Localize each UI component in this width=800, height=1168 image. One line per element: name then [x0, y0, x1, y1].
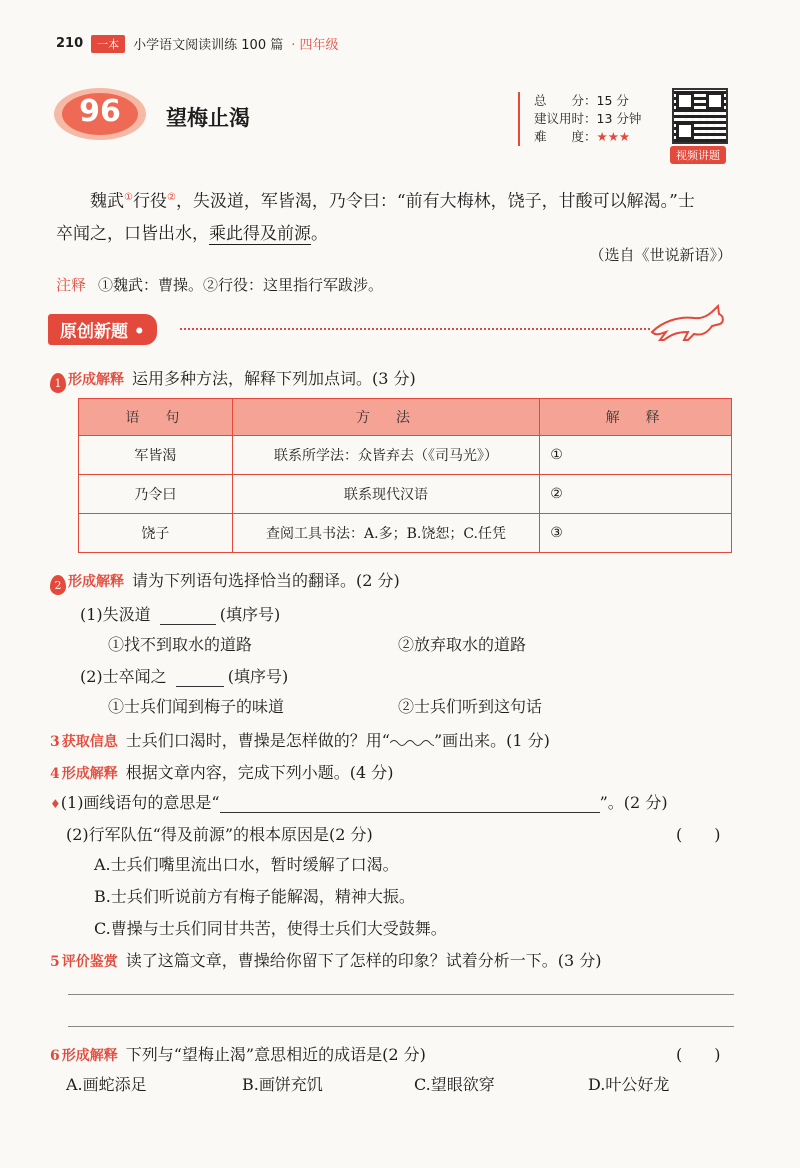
- footnote-mark: ②: [166, 192, 176, 203]
- answer-cell[interactable]: ②: [540, 475, 732, 514]
- question-4: [50, 760, 394, 783]
- fill-hint: (填序号): [227, 667, 289, 686]
- question-text: 下列与“望梅止渴”意思相近的成语是(2 分): [125, 1045, 426, 1064]
- option-c: C.望眼欲穿: [414, 1075, 495, 1094]
- method-cell: 查阅工具书法：A.多；B.饶恕；C.任凭: [232, 514, 539, 553]
- difficulty-label: 难 度：: [534, 129, 597, 144]
- sub-question-text: (1)画线语句的意思是“: [60, 793, 220, 812]
- passage-text: ，失汲道，军皆渴，乃令曰：“前有大梅林，饶子，甘酸可以解渴。”士: [175, 191, 695, 212]
- lesson-title: 望梅止渴: [166, 105, 250, 130]
- answer-line[interactable]: [68, 994, 734, 995]
- wavy-line-icon: [390, 738, 434, 748]
- answer-blank[interactable]: [176, 667, 224, 687]
- question-text-end: ”画出来。(1 分): [433, 731, 550, 750]
- column-header: 语 句: [79, 399, 233, 436]
- sub-question-2-1: [80, 602, 280, 625]
- question-tag: 获取信息: [61, 734, 118, 750]
- dotted-divider: [180, 328, 650, 330]
- book-title: 小学语文阅读训练 100 篇: [133, 38, 284, 53]
- table-header-row: [79, 399, 732, 436]
- question-text: 请为下列语句选择恰当的翻译。(2 分): [132, 571, 400, 590]
- answer-paren[interactable]: ( ): [676, 1045, 721, 1064]
- answer-paren[interactable]: ( ): [676, 825, 721, 844]
- question-number: 6: [50, 1048, 60, 1064]
- passage: [56, 182, 746, 250]
- passage-text: 。: [311, 223, 328, 244]
- passage-text: 行役: [132, 191, 167, 212]
- question-tag: 形成解释: [68, 574, 124, 590]
- column-header: 方 法: [232, 399, 539, 436]
- option: ①士兵们闻到梅子的味道: [108, 697, 285, 716]
- lesson-number: 96: [79, 94, 121, 129]
- option: ①找不到取水的道路: [108, 635, 253, 654]
- suggested-time: 建议用时：13 分钟: [534, 111, 642, 126]
- brand-badge: 一本: [91, 35, 125, 53]
- flame-number-icon: 2: [50, 575, 66, 595]
- section-banner: 原创新题 •: [48, 314, 157, 345]
- page-number: 210: [56, 36, 84, 51]
- question-text: 读了这篇文章，曹操给你留下了怎样的印象？试着分析一下。(3 分): [125, 951, 602, 970]
- annotation: [56, 274, 383, 295]
- option-a: A.画蛇添足: [66, 1075, 147, 1094]
- answer-blank[interactable]: [160, 605, 216, 625]
- difficulty: [534, 128, 682, 146]
- question-tag: 形成解释: [68, 372, 124, 388]
- cat-icon: [648, 302, 728, 342]
- lesson-number-badge: [54, 88, 146, 140]
- question-3: [50, 728, 550, 751]
- phrase-cell: 军皆渴: [79, 436, 233, 475]
- passage-text: 卒闻之，口皆出水，: [56, 223, 209, 244]
- question-text: 运用多种方法，解释下列加点词。(3 分): [132, 369, 416, 388]
- sub-question-4-1: [50, 790, 668, 813]
- page-header: [56, 34, 338, 53]
- option-c: C.曹操与士兵们同甘共苦，使得士兵们大受鼓舞。: [94, 919, 447, 938]
- question-1: [50, 366, 416, 393]
- question-number: 5: [50, 954, 60, 970]
- method-cell: 联系所学法：众皆弃去（《司马光》）: [232, 436, 539, 475]
- table-row: [79, 475, 732, 514]
- phrase-cell: 饶子: [79, 514, 233, 553]
- method-cell: 联系现代汉语: [232, 475, 539, 514]
- underlined-sentence: 乘此得及前源: [209, 223, 311, 244]
- info-box: [518, 92, 682, 146]
- question-5: [50, 948, 602, 971]
- option: ②士兵们听到这句话: [398, 697, 543, 716]
- sub-question-text: (2)士卒闻之: [80, 667, 167, 686]
- option-a: A.士兵们嘴里流出口水，暂时缓解了口渴。: [94, 855, 399, 874]
- question-6: [50, 1042, 426, 1065]
- footnote-mark: ①: [124, 192, 133, 203]
- video-explain-label[interactable]: 视频讲题: [670, 146, 726, 164]
- question-number: 3: [50, 734, 60, 750]
- option-b: B.士兵们听说前方有梅子能解渴，精神大振。: [94, 887, 415, 906]
- difficulty-stars: ★★★: [596, 129, 631, 144]
- qr-code[interactable]: [672, 88, 728, 144]
- question-text: 根据文章内容，完成下列小题。(4 分): [125, 763, 394, 782]
- question-tag: 评价鉴赏: [61, 954, 118, 970]
- fill-hint: (填序号): [219, 605, 281, 624]
- passage-text: 魏武: [90, 191, 124, 212]
- flame-number-icon: 1: [50, 373, 66, 393]
- option-d: D.叶公好龙: [588, 1075, 670, 1094]
- total-score: 总 分：15 分: [534, 93, 629, 108]
- option-b: B.画饼充饥: [242, 1075, 323, 1094]
- phrase-cell: 乃令曰: [79, 475, 233, 514]
- question-text: 士兵们口渴时，曹操是怎样做的？用“: [125, 731, 390, 750]
- annotation-text: ①魏武：曹操。②行役：这里指行军跋涉。: [98, 276, 384, 294]
- method-table: [78, 398, 732, 553]
- sub-question-text: (1)失汲道: [80, 605, 151, 624]
- question-tag: 形成解释: [61, 1048, 118, 1064]
- answer-cell[interactable]: ③: [540, 514, 732, 553]
- table-row: [79, 436, 732, 475]
- option: ②放弃取水的道路: [398, 635, 527, 654]
- sub-question-2-2: [80, 664, 288, 687]
- annotation-label: 注释: [56, 276, 87, 294]
- passage-source: （选自《世说新语》）: [589, 246, 732, 264]
- sub-question-4-2: (2)行军队伍“得及前源”的根本原因是(2 分): [66, 825, 373, 844]
- question-number: 4: [50, 766, 60, 782]
- question-tag: 形成解释: [61, 766, 118, 782]
- answer-blank[interactable]: [220, 793, 600, 813]
- answer-line[interactable]: [68, 1026, 734, 1027]
- column-header: 解 释: [540, 399, 732, 436]
- grade-label: · 四年级: [291, 38, 339, 53]
- question-2: [50, 568, 400, 595]
- flame-icon: ♦: [50, 797, 61, 811]
- answer-cell[interactable]: ①: [540, 436, 732, 475]
- sub-question-text-end: ”。(2 分): [599, 793, 668, 812]
- table-row: [79, 514, 732, 553]
